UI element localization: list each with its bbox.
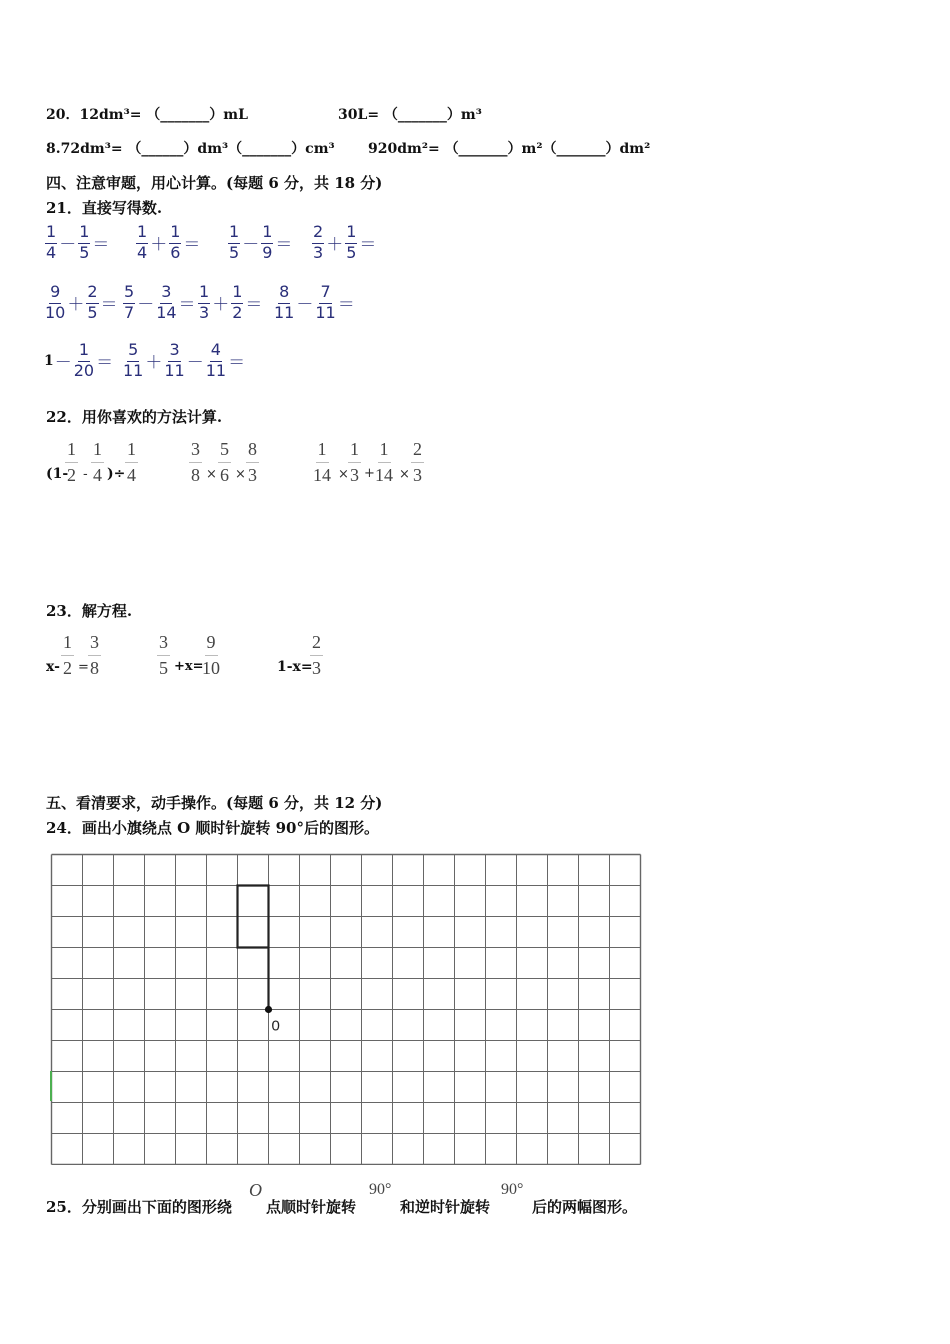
fraction: 8 3 — [248, 439, 257, 485]
q23-title: 23．解方程. — [46, 602, 133, 620]
q20-line2-b: 920dm²= （_______）m²（_______）dm² — [368, 141, 651, 157]
q21-title: 21．直接写得数. — [46, 199, 163, 217]
q21-expr-10: $\frac{5}{11}$ ＋ $\frac{3}{11}$ － $\frac{4}{11}$ ＝ — [123, 340, 246, 380]
q20-line1-a: 20．12dm³= （_______）mL — [46, 107, 248, 123]
fraction: $\frac{3}{14}$ — [156, 282, 177, 322]
fraction: $\frac{2}{5}$ — [87, 282, 98, 322]
q21-expr-5: $\frac{9}{10}$ ＋ $\frac{2}{5}$ ＝ — [45, 282, 118, 322]
fraction: $\frac{1}{5}$ — [229, 222, 240, 262]
q21-expr-1: $\frac{1}{4}$ － $\frac{1}{5}$ ＝ — [46, 222, 110, 262]
q23-e2-mid: +x= — [174, 659, 204, 674]
fraction: $\frac{1}{4}$ — [46, 222, 57, 262]
fraction: $\frac{5}{11}$ — [123, 340, 144, 380]
times-sign: × — [338, 467, 349, 482]
fraction: 9 10 — [202, 632, 220, 678]
plus-sign: + — [364, 466, 375, 481]
q25-part1: 25．分别画出下面的图形绕 — [46, 1198, 232, 1216]
q22-e1-open: (1- — [46, 466, 69, 482]
pivot-point-o — [265, 1006, 272, 1013]
section5-title: 五、看清要求，动手操作。(每题 6 分，共 12 分) — [46, 794, 383, 812]
times-sign: × — [206, 467, 217, 482]
q20-line2-a: 8.72dm³= （______）dm³（_______）cm³ — [46, 141, 335, 157]
q25-part4: 后的两幅图形。 — [532, 1198, 638, 1216]
fraction: $\frac{1}{5}$ — [79, 222, 90, 262]
q21-expr-7: $\frac{1}{3}$ ＋ $\frac{1}{2}$ ＝ — [199, 282, 263, 322]
q21-expr-2: $\frac{1}{4}$ ＋ $\frac{1}{6}$ ＝ — [137, 222, 201, 262]
fraction: 1 4 — [93, 439, 102, 485]
q25-point: O — [249, 1180, 262, 1200]
fraction: $\frac{3}{11}$ — [164, 340, 185, 380]
q21-expr-8: $\frac{8}{11}$ － $\frac{7}{11}$ ＝ — [274, 282, 355, 322]
section4-title: 四、注意审题，用心计算。(每题 6 分，共 18 分) — [46, 174, 383, 192]
fraction: $\frac{1}{6}$ — [170, 222, 181, 262]
fraction: 3 8 — [191, 439, 200, 485]
fraction: $\frac{1}{20}$ — [73, 340, 95, 380]
q22-e1-close: )÷ — [107, 466, 126, 482]
q23-e1-lead: x- — [46, 659, 60, 675]
q20-line1-b: 30L= （_______）m³ — [338, 107, 482, 123]
fraction: $\frac{7}{11}$ — [315, 282, 336, 322]
q21-expr-6: $\frac{5}{7}$ － $\frac{3}{14}$ ＝ — [124, 282, 196, 322]
minus-sign: - — [83, 467, 88, 482]
fraction: 3 8 — [90, 632, 99, 678]
fraction: $\frac{9}{10}$ — [45, 282, 66, 322]
q21-expr-3: $\frac{1}{5}$ － $\frac{1}{9}$ ＝ — [229, 222, 293, 262]
fraction: $\frac{8}{11}$ — [274, 282, 295, 322]
fraction: 1 3 — [350, 439, 359, 485]
fraction: $\frac{1}{5}$ — [346, 222, 357, 262]
drawing-grid — [50, 853, 653, 1165]
fraction: 2 3 — [413, 439, 422, 485]
fraction: $\frac{4}{11}$ — [205, 340, 227, 380]
fraction: 1 14 — [375, 439, 393, 485]
times-sign: × — [399, 467, 410, 482]
pivot-label: 0 — [271, 1017, 280, 1035]
q25-part3: 和逆时针旋转 — [400, 1198, 491, 1216]
fraction: 2 3 — [312, 632, 321, 678]
fraction: $\frac{1}{2}$ — [232, 282, 243, 322]
q21-expr-4: $\frac{2}{3}$ ＋ $\frac{1}{5}$ ＝ — [313, 222, 377, 262]
q23-e3-lead: 1-x= — [277, 659, 313, 675]
fraction: $\frac{2}{3}$ — [313, 222, 324, 262]
fraction: 1 2 — [67, 439, 76, 485]
fraction: $\frac{1}{3}$ — [199, 282, 210, 322]
q25-angle1: 90° — [369, 1181, 392, 1198]
fraction: 1 14 — [313, 439, 331, 485]
equals-sign: = — [78, 660, 89, 675]
q25-part2: 点顺时针旋转 — [266, 1198, 357, 1216]
q21-expr-9: 1 － $\frac{1}{20}$ ＝ — [44, 340, 114, 380]
fraction: 1 4 — [127, 439, 136, 485]
fraction: $\frac{1}{9}$ — [262, 222, 273, 262]
grid-lines — [52, 855, 641, 1165]
fraction: 3 5 — [159, 632, 168, 678]
q22-title: 22．用你喜欢的方法计算. — [46, 408, 223, 426]
q25-angle2: 90° — [501, 1181, 524, 1198]
fraction: 5 6 — [220, 439, 229, 485]
times-sign: × — [235, 467, 246, 482]
q24-title: 24．画出小旗绕点 O 顺时针旋转 90°后的图形。 — [46, 819, 379, 837]
fraction: $\frac{1}{4}$ — [137, 222, 148, 262]
fraction: 1 2 — [63, 632, 72, 678]
flag-shape — [238, 886, 269, 1010]
fraction: $\frac{5}{7}$ — [124, 282, 135, 322]
